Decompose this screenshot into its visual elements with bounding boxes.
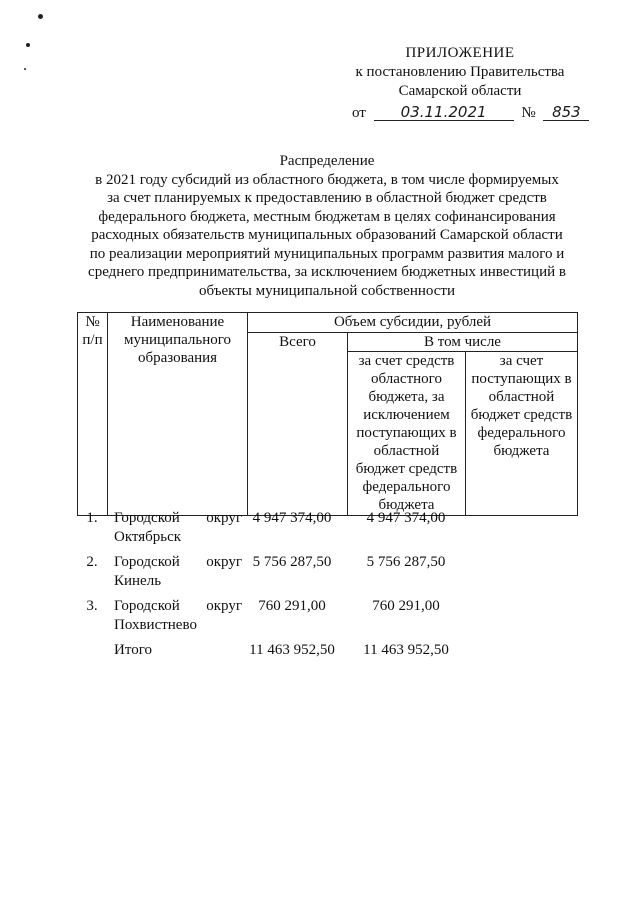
row-total: 4 947 374,00 bbox=[252, 510, 332, 526]
table-total-row bbox=[77, 641, 577, 665]
row-number: 3. bbox=[86, 598, 98, 614]
col-header-num: № п/п bbox=[78, 313, 108, 516]
heading-title: Распределение bbox=[279, 153, 375, 169]
table-row bbox=[77, 509, 577, 553]
table-row bbox=[77, 597, 577, 641]
heading-line: в 2021 году субсидий из областного бюджета, в том числе формируемых bbox=[95, 171, 559, 188]
col-header-including: В том числе bbox=[348, 333, 578, 352]
heading-line: за счет планируемых к предоставлению в областной бюджет средств bbox=[107, 190, 547, 206]
row-total: 760 291,00 bbox=[258, 598, 326, 614]
row-municipality: Городской округ Кинель bbox=[114, 554, 242, 589]
scan-dot bbox=[26, 43, 30, 47]
row-regional: 5 756 287,50 bbox=[366, 554, 446, 570]
document-heading bbox=[72, 152, 582, 300]
row-municipality: Городской округ Октябрьск bbox=[114, 510, 242, 545]
heading-line: по реализации мероприятий муниципальных программ развития малого и bbox=[89, 245, 565, 262]
handwritten-date: 03.11.2021 bbox=[374, 104, 514, 121]
appendix-line: к постановлению Правительства bbox=[355, 64, 565, 80]
subsidy-table-body bbox=[77, 509, 577, 665]
scan-dot bbox=[24, 68, 26, 70]
heading-line: расходных обязательств муниципальных образований Самарской области bbox=[91, 227, 563, 243]
row-regional: 4 947 374,00 bbox=[366, 510, 446, 526]
row-number: 2. bbox=[86, 554, 98, 570]
total-label: Итого bbox=[114, 642, 152, 658]
col-header-volume: Объем субсидии, рублей bbox=[248, 313, 578, 333]
row-number: 1. bbox=[86, 510, 98, 526]
col-header-name: Наименование муниципального образования bbox=[108, 313, 248, 516]
heading-line: объекты муниципальной собственности bbox=[198, 282, 456, 299]
col-header-federal: за счет поступающих в областной бюджет средств федерального бюджета bbox=[466, 352, 578, 516]
appendix-title: ПРИЛОЖЕНИЕ bbox=[405, 45, 515, 61]
row-total: 5 756 287,50 bbox=[252, 554, 332, 570]
number-prefix: № bbox=[521, 105, 536, 121]
subsidy-table-header bbox=[77, 312, 578, 516]
appendix-line: Самарской области bbox=[398, 83, 522, 99]
total-regional: 11 463 952,50 bbox=[363, 642, 449, 658]
date-number-line bbox=[352, 104, 592, 122]
col-header-regional: за счет средств областного бюджета, за исключением поступающих в областной бюджет средств федерального бюджета bbox=[348, 352, 466, 516]
table-row bbox=[77, 553, 577, 597]
appendix-block bbox=[340, 44, 580, 101]
heading-line: среднего предпринимательства, за исключением бюджетных инвестиций в bbox=[88, 264, 566, 280]
row-regional: 760 291,00 bbox=[372, 598, 440, 614]
heading-line: федерального бюджета, местным бюджетам в целях софинансирования bbox=[98, 208, 556, 225]
handwritten-number: 853 bbox=[543, 104, 589, 121]
total-sum: 11 463 952,50 bbox=[249, 642, 335, 658]
scan-dot bbox=[38, 14, 43, 19]
date-prefix: от bbox=[352, 105, 366, 121]
row-municipality: Городской округ Похвистнево bbox=[114, 598, 242, 633]
col-header-total: Всего bbox=[248, 333, 348, 516]
